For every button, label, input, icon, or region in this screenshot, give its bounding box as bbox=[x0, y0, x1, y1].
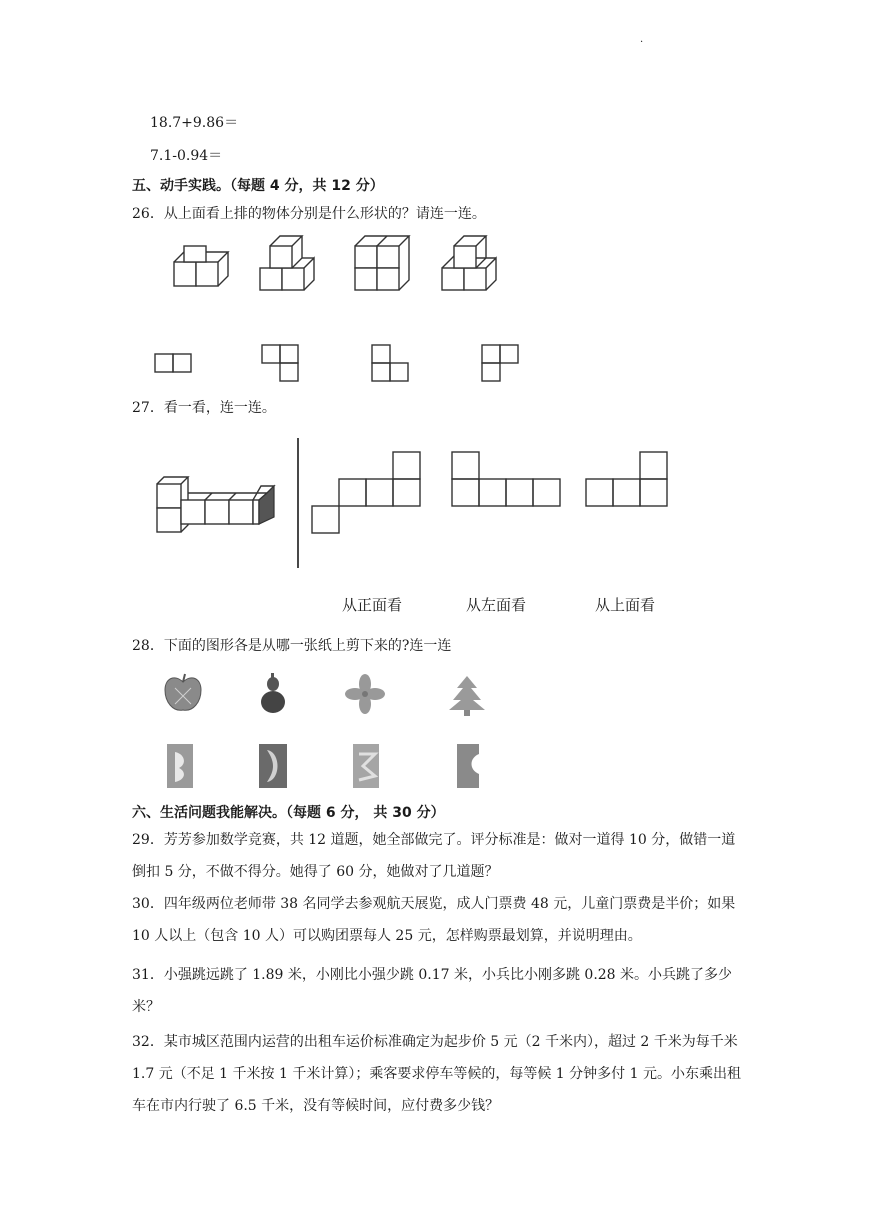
q26-text: 26．从上面看上排的物体分别是什么形状的？请连一连。 bbox=[132, 206, 486, 222]
section-6-title: 六、生活问题我能解决。（每题 6 分， 共 30 分） bbox=[132, 805, 445, 821]
q28-text: 28．下面的图形各是从哪一张纸上剪下来的?连一连 bbox=[132, 638, 452, 654]
paper-sheet-3 bbox=[353, 744, 379, 788]
q28-cut-shapes bbox=[155, 670, 505, 720]
top-view-2 bbox=[262, 345, 298, 381]
q31-text: 31．小强跳远跳了 1.89 米，小刚比小强少跳 0.17 米，小兵比小刚多跳 0.28 米。小兵跳了多少米？ bbox=[132, 967, 733, 1015]
top-view-1 bbox=[155, 354, 191, 372]
q32-text: 32．某市城区范围内运营的出租车运价标准确定为起步价 5 元（2 千米内），超过 2 千米为每千米 1.7 元（不足 1 千米按 1 千米计算）；乘客要求停车等候的，每等候 1 分钟多付 1 元。小东乘出租车在市内行驶了 6.5 千米，没有等候时间，应付费多少钱？ bbox=[132, 1034, 741, 1114]
view-figure-3 bbox=[586, 452, 667, 506]
solid-figure-1 bbox=[174, 246, 228, 286]
paper-sheet-4 bbox=[457, 744, 479, 788]
view-figure-1 bbox=[312, 452, 420, 533]
gourd-shape-icon bbox=[261, 673, 285, 713]
view-figure-2 bbox=[452, 452, 560, 506]
q27-text: 27．看一看，连一连。 bbox=[132, 400, 276, 416]
q26-top-views bbox=[150, 340, 530, 390]
calc-item: 7.1-0.94＝ bbox=[150, 148, 223, 164]
calc-item: 18.7+9.86＝ bbox=[150, 115, 239, 131]
view-label-left: 从左面看 bbox=[466, 596, 527, 614]
solid-figure-4 bbox=[442, 236, 496, 290]
q27-solid bbox=[157, 477, 274, 532]
q27-figures bbox=[150, 432, 690, 577]
paper-sheet-1 bbox=[167, 744, 193, 788]
top-view-4 bbox=[482, 345, 518, 381]
flower-shape-icon bbox=[345, 674, 385, 714]
section-5-title: 五、动手实践。（每题 4 分，共 12 分） bbox=[132, 178, 384, 194]
q29-text: 29．芳芳参加数学竞赛，共 12 道题，她全部做完了。评分标准是：做对一道得 10 分，做错一道倒扣 5 分，不做不得分。她得了 60 分，她做对了几道题？ bbox=[132, 832, 736, 880]
q26-solid-figures bbox=[160, 232, 510, 297]
solid-figure-2 bbox=[260, 236, 314, 290]
top-view-3 bbox=[372, 345, 408, 381]
view-label-front: 从正面看 bbox=[342, 596, 403, 614]
paper-sheet-2 bbox=[259, 744, 287, 788]
tree-shape-icon bbox=[449, 676, 485, 716]
header-dot: . bbox=[640, 34, 644, 45]
q28-paper-sheets bbox=[155, 740, 505, 792]
solid-figure-3 bbox=[355, 236, 409, 290]
view-label-top: 从上面看 bbox=[595, 596, 656, 614]
apple-shape-icon bbox=[165, 674, 201, 710]
q30-text: 30．四年级两位老师带 38 名同学去参观航天展览，成人门票费 48 元，儿童门票费是半价；如果 10 人以上（包含 10 人）可以购团票每人 25 元，怎样购票最划算，并说明理由。 bbox=[132, 896, 736, 944]
